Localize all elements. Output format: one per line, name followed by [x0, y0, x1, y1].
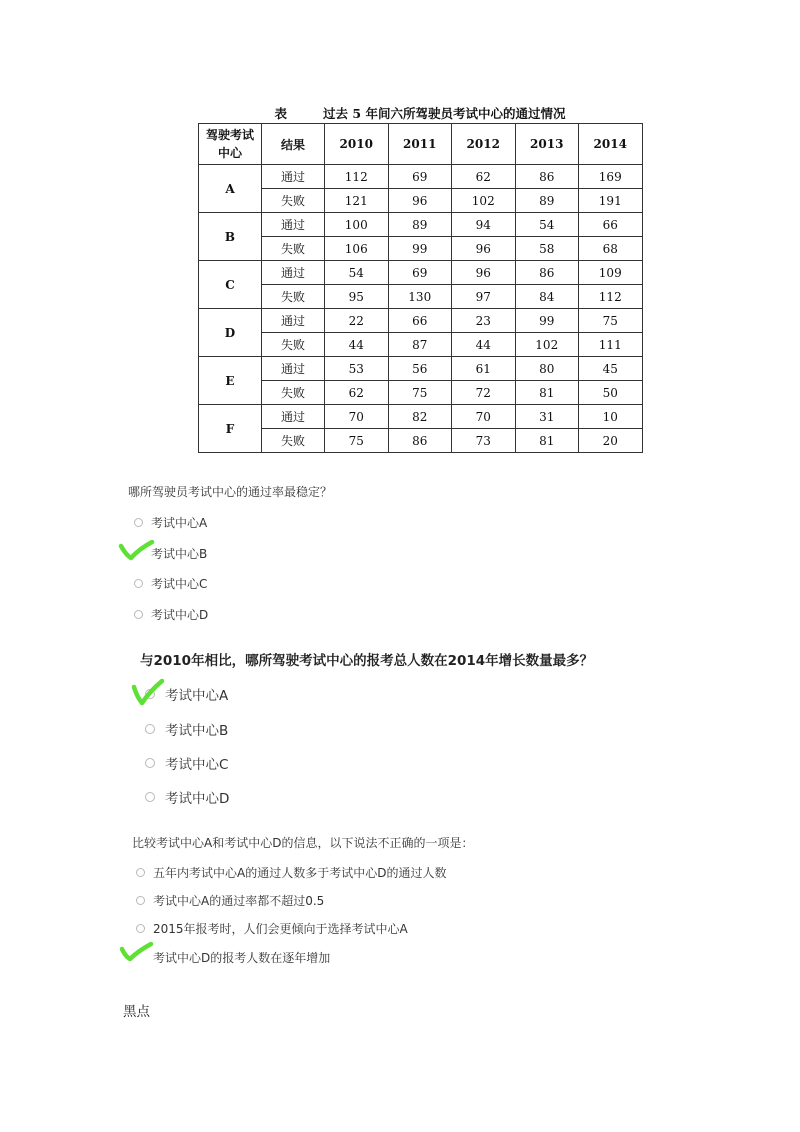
radio-icon[interactable]: [145, 758, 155, 768]
q3-option-b[interactable]: 考试中心A的通过率都不超过0.5: [136, 892, 324, 909]
result-label: 通过: [262, 261, 325, 285]
table-caption-text: 过去 5 年间六所驾驶员考试中心的通过情况: [323, 106, 566, 121]
result-label: 失败: [262, 381, 325, 405]
q2-option-b[interactable]: 考试中心B: [145, 719, 228, 739]
result-label: 失败: [262, 285, 325, 309]
table-cell: 62: [325, 381, 389, 405]
table-header-row: [199, 124, 643, 165]
table-cell: 106: [325, 237, 389, 261]
result-label: 通过: [262, 309, 325, 333]
center-name: A: [199, 165, 262, 213]
header-year: 2013: [515, 124, 579, 165]
table-cell: 100: [325, 213, 389, 237]
table-row: [199, 189, 643, 213]
center-name: E: [199, 357, 262, 405]
q2-option-a[interactable]: 考试中心A: [145, 684, 228, 704]
q2-option-c[interactable]: 考试中心C: [145, 753, 228, 773]
table-cell: 111: [579, 333, 643, 357]
table-row: [199, 261, 643, 285]
table-cell: 68: [579, 237, 643, 261]
radio-icon[interactable]: [136, 924, 145, 933]
result-label: 通过: [262, 165, 325, 189]
q1-option-c[interactable]: 考试中心C: [134, 575, 207, 592]
center-name: D: [199, 309, 262, 357]
table-body: [199, 165, 643, 453]
table-row: [199, 285, 643, 309]
table-cell: 102: [452, 189, 516, 213]
radio-icon[interactable]: [145, 792, 155, 802]
table-row: [199, 237, 643, 261]
result-label: 失败: [262, 237, 325, 261]
table-cell: 73: [452, 429, 516, 453]
table-cell: 61: [452, 357, 516, 381]
result-label: 失败: [262, 189, 325, 213]
table-cell: 81: [515, 381, 579, 405]
table-cell: 54: [325, 261, 389, 285]
checkmark-icon: [116, 938, 156, 966]
exam-results-table: [198, 123, 643, 453]
table-cell: 102: [515, 333, 579, 357]
table-cell: 99: [515, 309, 579, 333]
question-3: 比较考试中心A和考试中心D的信息，以下说法不正确的一项是：: [132, 836, 474, 850]
radio-icon[interactable]: [134, 579, 143, 588]
result-label: 失败: [262, 429, 325, 453]
table-row: [199, 381, 643, 405]
table-row: [199, 309, 643, 333]
table-cell: 95: [325, 285, 389, 309]
table-cell: 23: [452, 309, 516, 333]
table-cell: 20: [579, 429, 643, 453]
radio-icon[interactable]: [134, 610, 143, 619]
center-name: B: [199, 213, 262, 261]
table-cell: 97: [452, 285, 516, 309]
table-cell: 86: [515, 165, 579, 189]
table-row: [199, 429, 643, 453]
result-label: 失败: [262, 333, 325, 357]
table-cell: 69: [388, 261, 452, 285]
q3-option-d[interactable]: 考试中心D的报考人数在逐年增加: [153, 951, 331, 965]
radio-icon[interactable]: [136, 868, 145, 877]
table-cell: 86: [388, 429, 452, 453]
table-cell: 70: [452, 405, 516, 429]
table-cell: 121: [325, 189, 389, 213]
table-cell: 66: [579, 213, 643, 237]
q1-option-d[interactable]: 考试中心D: [134, 606, 208, 623]
table-cell: 22: [325, 309, 389, 333]
header-result: 结果: [262, 124, 325, 165]
table-cell: 99: [388, 237, 452, 261]
table-cell: 10: [579, 405, 643, 429]
table-cell: 169: [579, 165, 643, 189]
table-caption-label: 表: [274, 106, 288, 121]
table-cell: 81: [515, 429, 579, 453]
q2-option-d[interactable]: 考试中心D: [145, 787, 229, 807]
header-center: 驾驶考试 中心: [199, 124, 262, 165]
table-cell: 109: [579, 261, 643, 285]
table-cell: 89: [515, 189, 579, 213]
table-cell: 130: [388, 285, 452, 309]
table-cell: 75: [388, 381, 452, 405]
radio-icon[interactable]: [134, 518, 143, 527]
table-cell: 96: [388, 189, 452, 213]
table-row: [199, 165, 643, 189]
header-year: 2014: [579, 124, 643, 165]
table-cell: 191: [579, 189, 643, 213]
table-cell: 96: [452, 237, 516, 261]
table-cell: 96: [452, 261, 516, 285]
table-cell: 75: [325, 429, 389, 453]
result-label: 通过: [262, 405, 325, 429]
table-row: [199, 213, 643, 237]
result-label: 通过: [262, 213, 325, 237]
result-label: 通过: [262, 357, 325, 381]
table-cell: 54: [515, 213, 579, 237]
table-cell: 58: [515, 237, 579, 261]
checkmark-icon: [128, 675, 168, 711]
table-cell: 45: [579, 357, 643, 381]
table-cell: 94: [452, 213, 516, 237]
table-cell: 112: [579, 285, 643, 309]
table-cell: 75: [579, 309, 643, 333]
table-cell: 70: [325, 405, 389, 429]
table-cell: 56: [388, 357, 452, 381]
table-cell: 86: [515, 261, 579, 285]
table-cell: 69: [388, 165, 452, 189]
checkmark-icon: [116, 535, 156, 565]
table-cell: 62: [452, 165, 516, 189]
table-cell: 89: [388, 213, 452, 237]
footer-text: 黑点: [123, 1004, 150, 1020]
table-cell: 66: [388, 309, 452, 333]
table-cell: 50: [579, 381, 643, 405]
radio-icon[interactable]: [136, 896, 145, 905]
table-cell: 44: [325, 333, 389, 357]
question-1: 哪所驾驶员考试中心的通过率最稳定？: [128, 485, 333, 499]
center-name: F: [199, 405, 262, 453]
table-caption: [200, 104, 640, 122]
table-row: [199, 333, 643, 357]
table-cell: 80: [515, 357, 579, 381]
header-year: 2012: [452, 124, 516, 165]
table-cell: 84: [515, 285, 579, 309]
q1-option-a[interactable]: 考试中心A: [134, 514, 207, 531]
header-year: 2011: [388, 124, 452, 165]
table-cell: 112: [325, 165, 389, 189]
table-cell: 82: [388, 405, 452, 429]
radio-icon[interactable]: [145, 724, 155, 734]
table-cell: 87: [388, 333, 452, 357]
table-cell: 44: [452, 333, 516, 357]
table-row: [199, 357, 643, 381]
table-cell: 72: [452, 381, 516, 405]
q1-option-b[interactable]: 考试中心B: [151, 547, 208, 561]
table-cell: 53: [325, 357, 389, 381]
q3-option-a[interactable]: 五年内考试中心A的通过人数多于考试中心D的通过人数: [136, 864, 446, 881]
q3-option-c[interactable]: 2015年报考时，人们会更倾向于选择考试中心A: [136, 920, 408, 937]
question-2: 与2010年相比，哪所驾驶考试中心的报考总人数在2014年增长数量最多？: [140, 653, 594, 669]
header-year: 2010: [325, 124, 389, 165]
table-row: [199, 405, 643, 429]
table-cell: 31: [515, 405, 579, 429]
center-name: C: [199, 261, 262, 309]
